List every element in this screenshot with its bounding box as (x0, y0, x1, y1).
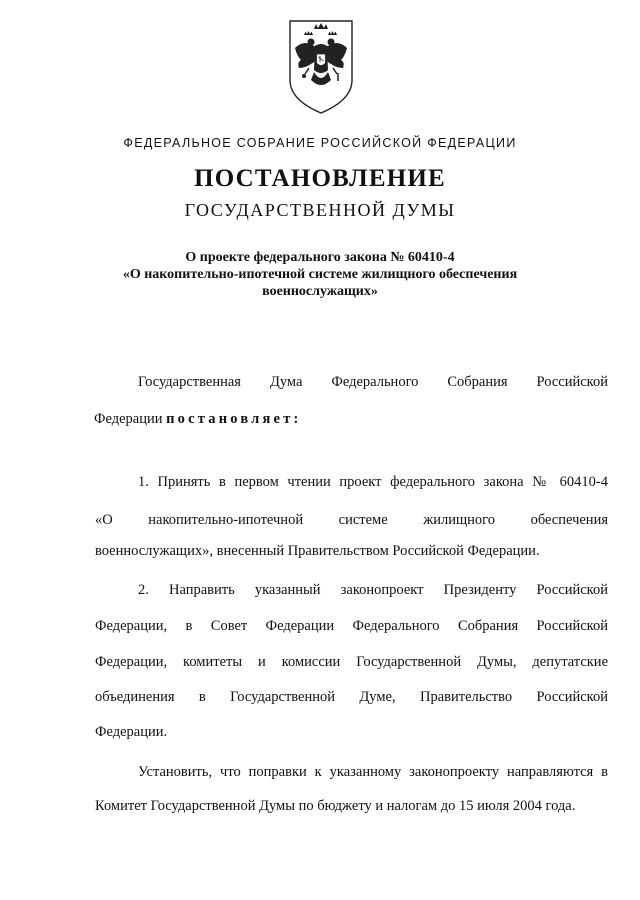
decree-verb: постановляет: (166, 411, 302, 427)
subject-line: «О накопительно-ипотечной системе жилищного обеспечения (122, 267, 518, 282)
subject-line: военнослужащих» (262, 284, 378, 299)
item-2-line: Федерации. (95, 724, 168, 740)
preamble-line: Государственная Дума Федерального Собрания Российской (138, 374, 608, 390)
item-2-line: 2. Направить указанный законопроект Президенту Российской (138, 582, 608, 598)
organization-title: ФЕДЕРАЛЬНОЕ СОБРАНИЕ РОССИЙСКОЙ ФЕДЕРАЦИИ (123, 136, 517, 150)
issuer-title: ГОСУДАРСТВЕННОЙ ДУМЫ (184, 200, 456, 220)
item-3-line: Комитет Государственной Думы по бюджету и налогам до 15 июля 2004 года. (95, 798, 576, 814)
document-type: ПОСТАНОВЛЕНИЕ (194, 165, 446, 192)
document-subject (60, 249, 580, 300)
subject-line: О проекте федерального закона № 60410-4 (185, 250, 455, 265)
item-1-line: 1. Принять в первом чтении проект федерального закона № 60410-4 (138, 474, 608, 490)
item-2-line: объединения в Государственной Думе, Правительство Российской (95, 689, 608, 705)
russian-coat-of-arms-icon (287, 18, 355, 116)
item-1-line: военнослужащих», внесенный Правительством Российской Федерации. (95, 543, 540, 559)
preamble-line (94, 411, 607, 431)
item-2-line: Федерации, в Совет Федерации Федерального Собрания Российской (95, 618, 608, 634)
item-3-line: Установить, что поправки к указанному законопроекту направляются в (138, 764, 608, 780)
item-2-line: Федерации, комитеты и комиссии Государственной Думы, депутатские (95, 654, 608, 670)
item-1-line: «О накопительно-ипотечной системе жилищного обеспечения (95, 512, 608, 528)
preamble-text: Федерации (94, 411, 163, 427)
